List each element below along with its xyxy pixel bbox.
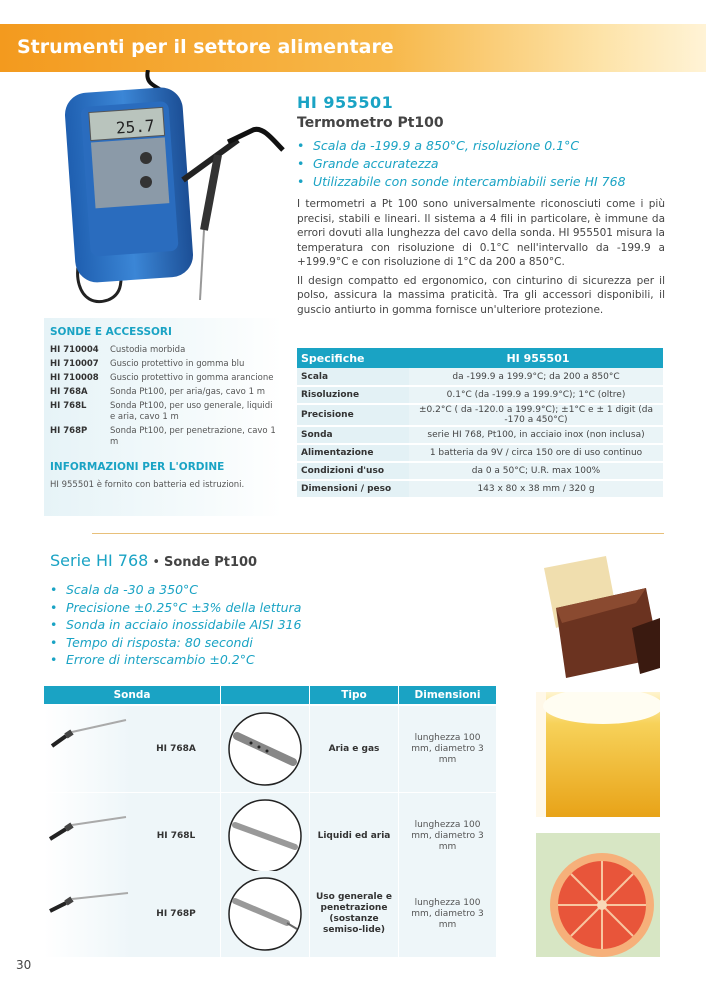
probe-model: HI 768L — [132, 793, 220, 879]
series-subtitle: Sonde Pt100 — [164, 555, 258, 570]
product-subtitle: Termometro Pt100 — [297, 115, 444, 131]
order-info-text: HI 955501 è fornito con batteria ed istruzioni. — [50, 480, 245, 490]
table-row — [44, 793, 496, 879]
accessory-code: HI 710008 — [50, 373, 99, 383]
spec-row — [297, 386, 663, 404]
spec-value: 143 x 80 x 38 mm / 320 g — [409, 480, 663, 498]
table-row — [44, 871, 496, 957]
chocolate-photo — [536, 548, 660, 678]
feature-item: • Grande accuratezza — [297, 155, 626, 173]
accessories-box — [44, 318, 282, 516]
series-features — [50, 581, 301, 669]
probe-model: HI 768A — [132, 706, 220, 792]
series-feature-item: • Errore di interscambio ±0.2°C — [50, 651, 301, 669]
probe-photo — [44, 871, 132, 957]
series-feature-item: • Tempo di risposta: 80 secondi — [50, 634, 301, 652]
spec-header-model: HI 955501 — [409, 348, 663, 368]
series-feature-item: • Sonda in acciaio inossidabile AISI 316 — [50, 616, 301, 634]
accessory-item — [50, 359, 278, 370]
spec-value: ±0.2°C ( da -120.0 a 199.9°C); ±1°C e ± 1 digit (da -170 a 450°C) — [409, 404, 663, 426]
product-description — [297, 197, 665, 321]
spec-label: Risoluzione — [297, 386, 409, 404]
series-feature-item: • Scala da -30 a 350°C — [50, 581, 301, 599]
accessory-desc: Sonda Pt100, per uso generale, liquidi e aria, cavo 1 m — [110, 401, 273, 422]
spec-header-label: Specifiche — [297, 348, 409, 368]
accessory-code: HI 768P — [50, 426, 88, 436]
probe-cable-icon — [44, 871, 132, 957]
spec-value: da 0 a 50°C; U.R. max 100% — [409, 462, 663, 480]
spec-label: Dimensioni / peso — [297, 480, 409, 498]
page-title: Strumenti per il settore alimentare — [17, 36, 394, 58]
spec-header-row — [297, 348, 663, 368]
probe-dimensions — [399, 706, 496, 792]
spec-row — [297, 480, 663, 498]
section-divider — [92, 533, 664, 534]
accessory-desc: Sonda Pt100, per penetrazione, cavo 1 m — [110, 426, 276, 447]
product-code: HI 955501 — [297, 93, 394, 112]
accessory-desc: Guscio protettivo in gomma arancione — [110, 373, 274, 383]
accessories-title: SONDE E ACCESSORI — [50, 326, 172, 338]
probe-header-sonda: Sonda — [44, 686, 220, 704]
accessory-item — [50, 426, 278, 448]
spec-value: 0.1°C (da -199.9 a 199.9°C); 1°C (oltre) — [409, 386, 663, 404]
feature-item: • Utilizzabile con sonde intercambiabili serie HI 768 — [297, 173, 626, 191]
product-features — [297, 137, 626, 191]
probe-model: HI 768P — [132, 871, 220, 957]
spec-row — [297, 462, 663, 480]
series-feature-item: • Precisione ±0.25°C ±3% della lettura — [50, 599, 301, 617]
probe-dimensions — [399, 793, 496, 879]
spec-label: Sonda — [297, 426, 409, 444]
probe-header-image — [221, 686, 309, 704]
accessory-desc: Guscio protettivo in gomma blu — [110, 359, 245, 369]
header-banner — [0, 24, 706, 72]
beer-photo — [536, 692, 660, 817]
spec-row — [297, 426, 663, 444]
description-paragraph: I termometri a Pt 100 sono universalmente riconosciuti come i più precisi, stabili e lineari. Il sistema a 4 fili in particolare, è immune da errori dovuti alla lunghezza del cavo della sonda. HI 955501 misura la temperatura con risoluzione di 0.1°C nell'intervallo da -199.9 a +199.9°C e con risoluzione di 1°C da 200 a 850°C. — [297, 198, 665, 268]
accessory-desc: Custodia morbida — [110, 345, 186, 355]
probe-header-dimensioni: Dimensioni — [399, 686, 496, 704]
probe-tip-icon — [221, 871, 309, 957]
series-separator: • — [152, 555, 160, 570]
table-row — [44, 706, 496, 792]
accessory-item — [50, 345, 278, 356]
spec-value: da -199.9 a 199.9°C; da 200 a 850°C — [409, 368, 663, 386]
probe-detail-photo — [221, 706, 309, 792]
accessory-item — [50, 387, 278, 398]
series-title — [50, 551, 257, 570]
probe-photo — [44, 706, 132, 792]
accessory-code: HI 768L — [50, 401, 87, 411]
feature-item: • Scala da -199.9 a 850°C, risoluzione 0.1°C — [297, 137, 626, 155]
probe-header-tipo: Tipo — [310, 686, 398, 704]
probe-type: Uso generale e penetrazione (sostanze semiso-lide) — [310, 871, 398, 957]
probe-cable-icon — [44, 706, 132, 792]
spec-label: Scala — [297, 368, 409, 386]
probe-photo — [44, 793, 132, 879]
order-info-title: INFORMAZIONI PER L'ORDINE — [50, 461, 225, 473]
probe-detail-photo — [221, 871, 309, 957]
accessory-code: HI 710007 — [50, 359, 99, 369]
spec-row — [297, 368, 663, 386]
spec-label: Alimentazione — [297, 444, 409, 462]
spec-value: 1 batteria da 9V / circa 150 ore di uso continuo — [409, 444, 663, 462]
probe-cable-icon — [44, 793, 132, 879]
spec-value: serie HI 768, Pt100, in acciaio inox (non inclusa) — [409, 426, 663, 444]
probe-dimensions-text: lunghezza 100 mm, diametro 3 mm — [411, 819, 484, 852]
accessories-list — [50, 345, 278, 451]
spec-row — [297, 404, 663, 426]
probe-type: Aria e gas — [310, 706, 398, 792]
series-name: Serie HI 768 — [50, 551, 149, 570]
spec-label: Condizioni d'uso — [297, 462, 409, 480]
probe-tip-icon — [221, 706, 309, 792]
accessory-item — [50, 373, 278, 384]
probe-dimensions — [399, 871, 496, 957]
probe-detail-photo — [221, 793, 309, 879]
accessory-item — [50, 401, 278, 423]
probe-type: Liquidi ed aria — [310, 793, 398, 879]
thermometer-photo — [48, 70, 288, 320]
spec-row — [297, 444, 663, 462]
probe-tip-icon — [221, 793, 309, 879]
grapefruit-photo — [536, 833, 660, 957]
spec-table — [297, 348, 663, 499]
accessory-desc: Sonda Pt100, per aria/gas, cavo 1 m — [110, 387, 265, 397]
description-paragraph: Il design compatto ed ergonomico, con cinturino di sicurezza per il polso, assicura la massima praticità. Tra gli accessori disponibili, il guscio antiurto in gomma fornisce un'ulteriore protezione. — [297, 274, 665, 316]
accessory-code: HI 710004 — [50, 345, 99, 355]
page-number: 30 — [16, 958, 32, 972]
display-reading: 25.7 — [115, 116, 156, 138]
spec-label: Precisione — [297, 404, 409, 426]
accessory-code: HI 768A — [50, 387, 88, 397]
probe-dimensions-text: lunghezza 100 mm, diametro 3 mm — [411, 897, 484, 930]
probe-dimensions-text: lunghezza 100 mm, diametro 3 mm — [411, 732, 484, 765]
